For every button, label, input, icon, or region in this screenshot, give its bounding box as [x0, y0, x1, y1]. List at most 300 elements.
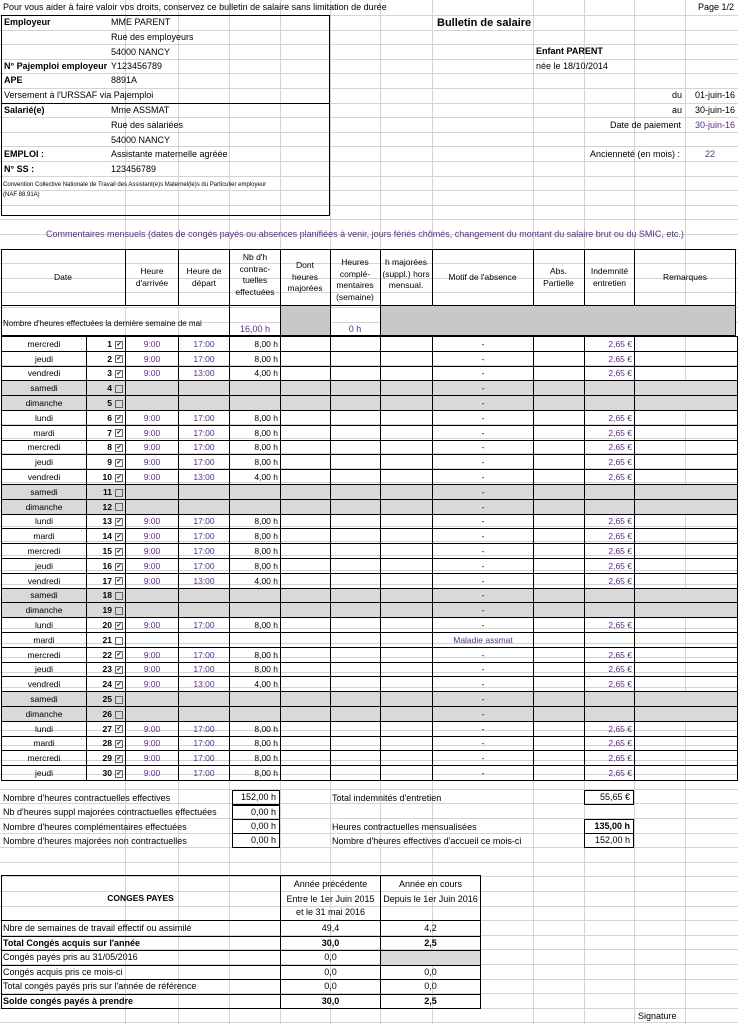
checkbox-icon[interactable]: ✔: [116, 548, 122, 555]
cell-empty: [331, 425, 381, 440]
cell-dep: [179, 440, 230, 455]
cell-empty: [381, 455, 433, 470]
cell-empty: [281, 337, 331, 352]
cell-empty: [281, 366, 331, 381]
emploi-label: EMPLOI :: [4, 149, 44, 159]
cell-day-text: mercredi: [27, 546, 61, 557]
cell-empty: [331, 410, 381, 425]
cell-arr-text: 9:00: [143, 664, 161, 675]
checkbox-icon[interactable]: ✔: [116, 341, 122, 348]
checkbox-icon[interactable]: ✔: [116, 563, 122, 570]
cell-arr-text: 9:00: [143, 427, 161, 438]
cell-motif: [433, 470, 534, 485]
cell-day: [2, 558, 87, 573]
cell-dep: [179, 351, 230, 366]
cell-nb-text: 8,00 h: [254, 442, 278, 453]
versement-text: Versement à l'URSSAF via Pajemploi: [4, 90, 154, 100]
cell-day: [2, 337, 87, 352]
cell-n: [87, 337, 126, 352]
cell-day: [2, 499, 87, 514]
cell-ind-text: 2,65 €: [608, 546, 632, 557]
cell-n: [87, 662, 126, 677]
cell-dep: [179, 766, 230, 781]
cell-ind: [585, 692, 635, 707]
cell-motif-text: -: [481, 383, 485, 394]
cell-nb-text: 8,00 h: [254, 664, 278, 675]
cell-empty: [635, 514, 738, 529]
cell-empty: [331, 677, 381, 692]
table-row: [2, 455, 738, 470]
cell-arr: [126, 337, 179, 352]
cell-arr: [126, 499, 179, 514]
cell-arr: [126, 721, 179, 736]
cell-day: [2, 396, 87, 411]
cell-empty: [331, 544, 381, 559]
cell-empty: [381, 410, 433, 425]
cell-arr: [126, 662, 179, 677]
col-nb-header: Nb d'h contrac-tuelles effectuées: [235, 252, 275, 297]
cell-n-text: 24: [102, 679, 112, 690]
document-title: Bulletin de salaire: [437, 17, 532, 29]
cell-n-text: 12: [102, 501, 112, 512]
cell-empty: [635, 721, 738, 736]
table-row: [2, 766, 738, 781]
cell-n-text: 7: [107, 427, 112, 438]
cell-arr: [126, 440, 179, 455]
cell-day: [2, 351, 87, 366]
checkbox-icon[interactable]: ✔: [116, 578, 122, 585]
payment-date: 30-juin-16: [694, 120, 735, 130]
employee-label: Salarié(e): [4, 105, 45, 115]
checkbox-icon[interactable]: [115, 607, 123, 615]
cell-motif: [433, 410, 534, 425]
cell-empty: [381, 692, 433, 707]
cell-empty: [534, 470, 585, 485]
cell-ind-text: 2,65 €: [608, 338, 632, 349]
cell-arr: [126, 455, 179, 470]
cell-empty: [534, 706, 585, 721]
cell-nb: [230, 766, 281, 781]
cell-day-text: mercredi: [27, 338, 61, 349]
checkbox-icon[interactable]: ✔: [116, 415, 122, 422]
cell-n-text: 28: [102, 738, 112, 749]
cell-ind: [585, 484, 635, 499]
cell-motif: [433, 736, 534, 751]
cell-empty: [534, 721, 585, 736]
cell-dep: [179, 706, 230, 721]
cell-n-text: 19: [102, 605, 112, 616]
cell-day: [2, 692, 87, 707]
cell-day: [2, 514, 87, 529]
cell-empty: [281, 573, 331, 588]
row-divider: [1, 994, 481, 995]
cell-dep-text: 17:00: [193, 664, 215, 675]
cell-ind-text: 2,65 €: [608, 353, 632, 364]
cell-arr-text: 9:00: [143, 753, 161, 764]
cell-empty: [331, 381, 381, 396]
cell-day: [2, 544, 87, 559]
cell-motif: [433, 618, 534, 633]
cell-empty: [534, 499, 585, 514]
cell-n-text: 11: [103, 486, 112, 497]
row-divider: [1, 920, 481, 921]
cell-ind: [585, 381, 635, 396]
cell-ind-text: 2,65 €: [608, 664, 632, 675]
cell-empty: [381, 484, 433, 499]
cell-dep-text: 17:00: [193, 338, 215, 349]
cell-empty: [281, 499, 331, 514]
cell-motif-text: -: [481, 427, 485, 438]
cell-empty: [281, 706, 331, 721]
cell-empty: [281, 484, 331, 499]
cell-empty: [534, 381, 585, 396]
cell-day-text: mardi: [33, 531, 55, 542]
cell-empty: [331, 736, 381, 751]
cell-empty: [635, 618, 738, 633]
ss-label: N° SS :: [4, 164, 35, 174]
cell-arr-text: 9:00: [143, 546, 161, 557]
cell-empty: [331, 706, 381, 721]
cell-day: [2, 706, 87, 721]
cell-empty: [381, 588, 433, 603]
cell-empty: [331, 337, 381, 352]
cell-motif-text: -: [481, 575, 485, 586]
cell-empty: [331, 573, 381, 588]
mensual-value: 135,00 h: [584, 819, 634, 834]
table-row: [2, 573, 738, 588]
cell-arr: [126, 736, 179, 751]
cell-arr: [126, 470, 179, 485]
table-row: [2, 337, 738, 352]
cell-dep: [179, 410, 230, 425]
cell-n-text: 5: [107, 398, 112, 409]
cell-arr: [126, 396, 179, 411]
cell-n: [87, 396, 126, 411]
cell-arr: [126, 647, 179, 662]
total-majnc-label: Nombre d'heures majorées non contractuelles: [3, 836, 187, 846]
cell-nb-text: 8,00 h: [254, 516, 278, 527]
cell-empty: [534, 410, 585, 425]
cell-ind: [585, 632, 635, 647]
cell-nb-text: 8,00 h: [254, 546, 278, 557]
cell-empty: [635, 677, 738, 692]
cell-n-text: 2: [107, 353, 112, 364]
cell-n-text: 22: [102, 649, 112, 660]
checkbox-icon[interactable]: ✔: [116, 356, 122, 363]
checkbox-icon[interactable]: ✔: [116, 726, 122, 733]
cell-ind: [585, 751, 635, 766]
cell-day: [2, 410, 87, 425]
checkbox-icon[interactable]: ✔: [116, 430, 122, 437]
cell-empty: [381, 514, 433, 529]
conges-row-value-prev: 0,0: [324, 967, 337, 977]
cell-ind-text: 2,65 €: [608, 679, 632, 690]
cell-arr-text: 9:00: [143, 472, 161, 483]
cell-arr: [126, 381, 179, 396]
cell-day-text: jeudi: [35, 768, 53, 778]
period-du-label: du: [672, 90, 683, 100]
cell-n: [87, 632, 126, 647]
cell-day-text: samedi: [30, 694, 58, 705]
checkbox-icon[interactable]: ✔: [116, 371, 122, 378]
cell-dep-text: 17:00: [193, 531, 215, 542]
cell-nb-text: 8,00 h: [254, 768, 278, 778]
cell-empty: [281, 721, 331, 736]
col-motif-header: Motif de l'absence: [448, 272, 517, 282]
cell-n: [87, 706, 126, 721]
cell-day: [2, 751, 87, 766]
cell-n: [87, 351, 126, 366]
cell-arr: [126, 410, 179, 425]
cell-day: [2, 440, 87, 455]
employer-street: Rue des employeurs: [111, 32, 194, 42]
cell-dep-text: 13:00: [193, 368, 215, 379]
anciennete-label: Ancienneté (en mois) :: [590, 149, 681, 159]
checkbox-icon[interactable]: [115, 711, 123, 719]
cell-ind: [585, 647, 635, 662]
last-week-label: Nombre d'heures effectuées la dernière semaine de mai: [3, 319, 202, 328]
cell-nb-text: 8,00 h: [254, 738, 278, 749]
cell-n: [87, 455, 126, 470]
cell-dep: [179, 396, 230, 411]
cell-empty: [635, 662, 738, 677]
cell-day: [2, 677, 87, 692]
cell-empty: [635, 647, 738, 662]
cell-motif-text: -: [481, 649, 485, 660]
cell-empty: [534, 647, 585, 662]
cell-n: [87, 544, 126, 559]
cell-arr-text: 9:00: [143, 457, 161, 468]
cell-ind-text: 2,65 €: [608, 738, 632, 749]
cell-day-text: jeudi: [35, 353, 53, 364]
table-row: [2, 632, 738, 647]
cell-empty: [331, 603, 381, 618]
cell-dep-text: 17:00: [193, 753, 215, 764]
cell-dep-text: 17:00: [193, 427, 215, 438]
cell-arr: [126, 425, 179, 440]
cell-arr: [126, 706, 179, 721]
cell-ind: [585, 588, 635, 603]
cell-motif-text: -: [481, 620, 485, 631]
cell-nb: [230, 588, 281, 603]
cell-nb: [230, 484, 281, 499]
checkbox-icon[interactable]: [115, 400, 123, 408]
cell-motif-text: -: [481, 486, 485, 497]
checkbox-icon[interactable]: [115, 503, 123, 511]
col-divider: [380, 306, 381, 336]
cell-dep: [179, 558, 230, 573]
table-row: [2, 529, 738, 544]
cell-empty: [635, 440, 738, 455]
cell-ind-text: 2,65 €: [608, 560, 632, 571]
conges-row-value-prev: 0,0: [324, 952, 337, 962]
table-row: [2, 558, 738, 573]
total-contract-label: Nombre d'heures contractuelles effectives: [3, 793, 171, 803]
cell-empty: [381, 558, 433, 573]
table-row: [2, 647, 738, 662]
cell-empty: [281, 351, 331, 366]
cell-ind: [585, 366, 635, 381]
cell-empty: [635, 410, 738, 425]
checkbox-icon[interactable]: [115, 696, 123, 704]
cell-n-text: 14: [102, 531, 112, 542]
cell-day-text: dimanche: [25, 398, 63, 409]
checkbox-icon[interactable]: [115, 385, 123, 393]
cell-n-text: 21: [102, 634, 112, 645]
cell-ind: [585, 706, 635, 721]
cell-empty: [381, 366, 433, 381]
cell-empty: [635, 351, 738, 366]
cell-dep-text: 17:00: [193, 546, 215, 557]
employee-city: 54000 NANCY: [111, 135, 171, 145]
cell-empty: [534, 677, 585, 692]
total-indem-value: 55,65 €: [584, 790, 634, 805]
cell-arr-text: 9:00: [143, 412, 161, 423]
cell-day: [2, 603, 87, 618]
cell-motif-text: -: [481, 679, 485, 690]
cell-n: [87, 692, 126, 707]
cell-motif: [433, 603, 534, 618]
cell-empty: [381, 751, 433, 766]
table-row: [2, 706, 738, 721]
checkbox-icon[interactable]: ✔: [116, 474, 122, 481]
cell-empty: [635, 558, 738, 573]
cell-arr: [126, 632, 179, 647]
cell-empty: [534, 366, 585, 381]
cell-nb-text: 8,00 h: [254, 531, 278, 542]
table-row: [2, 514, 738, 529]
cell-ind: [585, 662, 635, 677]
checkbox-icon[interactable]: ✔: [116, 534, 122, 540]
cell-nb: [230, 558, 281, 573]
cell-empty: [534, 662, 585, 677]
cell-day-text: vendredi: [27, 472, 61, 483]
cell-n-text: 29: [102, 753, 112, 764]
cell-dep-text: 17:00: [193, 560, 215, 571]
cell-ind-text: 2,65 €: [608, 531, 632, 542]
col-abs-header: Abs. Partielle: [543, 266, 574, 288]
checkbox-icon[interactable]: ✔: [116, 622, 122, 629]
table-row: [2, 721, 738, 736]
cell-motif: [433, 632, 534, 647]
cell-nb-text: 8,00 h: [254, 620, 278, 631]
checkbox-icon[interactable]: [115, 592, 123, 600]
cell-empty: [381, 396, 433, 411]
cell-nb: [230, 514, 281, 529]
cell-motif-text: -: [481, 338, 485, 349]
checkbox-icon[interactable]: ✔: [116, 681, 122, 688]
cell-empty: [534, 337, 585, 352]
cell-empty: [381, 544, 433, 559]
child-name: Enfant PARENT: [536, 46, 603, 56]
cell-empty: [331, 618, 381, 633]
cell-empty: [331, 529, 381, 544]
checkbox-icon[interactable]: ✔: [116, 667, 122, 674]
checkbox-icon[interactable]: ✔: [116, 652, 122, 659]
checkbox-icon[interactable]: [115, 489, 123, 497]
cell-dep: [179, 677, 230, 692]
cell-dep-text: 17:00: [193, 768, 215, 778]
cell-n: [87, 751, 126, 766]
cell-day: [2, 455, 87, 470]
cell-ind: [585, 396, 635, 411]
cell-empty: [281, 662, 331, 677]
cell-dep-text: 17:00: [193, 457, 215, 468]
checkbox-icon[interactable]: [115, 637, 123, 645]
cell-ind: [585, 440, 635, 455]
cell-dep: [179, 736, 230, 751]
cell-empty: [281, 440, 331, 455]
child-birth: née le 18/10/2014: [536, 61, 609, 71]
col-arrivee-header: Heure d'arrivée: [135, 266, 169, 288]
cell-arr-text: 9:00: [143, 353, 161, 364]
cell-empty: [534, 588, 585, 603]
cell-motif: [433, 558, 534, 573]
cell-nb: [230, 381, 281, 396]
checkbox-icon[interactable]: ✔: [116, 460, 122, 467]
cell-arr: [126, 484, 179, 499]
cell-empty: [281, 529, 331, 544]
cell-n-text: 17: [102, 575, 112, 586]
cell-day-text: samedi: [30, 383, 58, 394]
col-remarques-header: Remarques: [663, 272, 707, 282]
employee-name: Mme ASSMAT: [111, 105, 170, 115]
accueil-value: 152,00 h: [584, 833, 634, 848]
checkbox-icon[interactable]: ✔: [116, 755, 122, 762]
employer-city: 54000 NANCY: [111, 47, 171, 57]
checkbox-icon[interactable]: ✔: [116, 445, 122, 452]
cell-arr: [126, 351, 179, 366]
cell-empty: [331, 470, 381, 485]
cell-nb: [230, 499, 281, 514]
cell-n-text: 13: [102, 516, 112, 527]
cell-nb: [230, 440, 281, 455]
cell-nb: [230, 603, 281, 618]
checkbox-icon[interactable]: ✔: [116, 770, 122, 777]
cell-motif: [433, 692, 534, 707]
table-row: [2, 603, 738, 618]
cell-ind: [585, 721, 635, 736]
cell-arr: [126, 618, 179, 633]
cell-empty: [281, 647, 331, 662]
cell-day-text: mardi: [33, 634, 55, 645]
cell-motif-text: -: [481, 457, 485, 468]
conges-row-value-current: 4,2: [424, 923, 437, 933]
cell-empty: [635, 396, 738, 411]
conges-row-label: Congés payés pris au 31/05/2016: [3, 952, 138, 962]
cell-empty: [381, 529, 433, 544]
cell-empty: [381, 381, 433, 396]
cell-empty: [534, 514, 585, 529]
cell-day-text: lundi: [35, 516, 53, 527]
cell-day-text: mercredi: [27, 442, 61, 453]
ape-code: 8891A: [111, 75, 138, 85]
cell-nb: [230, 351, 281, 366]
cell-dep-text: 17:00: [193, 649, 215, 660]
cell-arr-text: 9:00: [143, 738, 161, 749]
cell-empty: [331, 558, 381, 573]
cell-motif-text: -: [481, 412, 485, 423]
checkbox-icon[interactable]: ✔: [116, 741, 122, 748]
cell-ind: [585, 337, 635, 352]
cell-empty: [534, 529, 585, 544]
cell-empty: [281, 558, 331, 573]
table-row: [2, 588, 738, 603]
cell-nb: [230, 544, 281, 559]
cell-empty: [635, 499, 738, 514]
cell-empty: [381, 662, 433, 677]
checkbox-icon[interactable]: ✔: [116, 519, 122, 526]
